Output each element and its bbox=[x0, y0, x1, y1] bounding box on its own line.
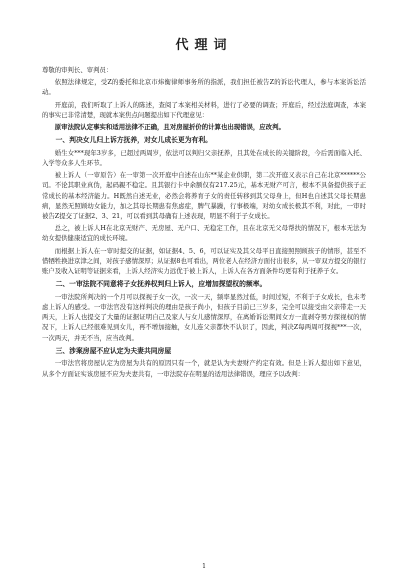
section-heading: 二、一审法院不同意将子女抚养权判归上诉人，应增加探望权的频率。 bbox=[55, 280, 267, 289]
body-paragraph: 原审法院认定事实和适用法律不正确，且对房屋折价的计算也出现错误，应改判。 bbox=[54, 123, 285, 132]
section-heading: 三、涉案房屋不应认定为夫妻共同房屋 bbox=[55, 346, 172, 355]
body-paragraph: 被上诉人（一审原告）在一审第一次开庭中自述在山东**某企业供职，第二次开庭又表示自己在北京******公司。不论其职业真伪，起码親不稳定。且其银行卡中余额仅有217.25元，基本无财产可言，根本不具备提供孩子正常成长的基本经济能力。H既然自述无业，必然会将养育子女的责任转移到其父母身上，但H也自述其父母长期患病，显然无照顾幼女能力，加之其母长期患有焦虑症，脾气暴躁，行事极端，对幼女成长极其不利，对此，一审时被告Z提交了证据2、3、21，可以看到其母确有上述表现，明显不利于子女成长。 bbox=[42, 171, 366, 221]
salutation: 尊敬的审判长、审判员： bbox=[42, 66, 113, 74]
body-paragraph: 一审法院所判决的一个月可以探视子女一次，一次一天，频率显然过低，时间过短，不利于子女成长，也未考虑上诉人的感受。一审法官没有这样判决的理由是孩子尚小，但孩子目前已三岁多，完全可以接受由父亲带走一天两天，上诉人也提交了大量的证据证明自己及家人与女儿感情深厚，在离婚诉讼期间女方一直剥夺男方探视权的情况下，上诉人已经很难见到女儿，再不增加接触，女儿连父亲都快不认识了，因此，判决Z每两周可探视***一次，一次两天，并无不当，应当改判。 bbox=[42, 292, 366, 342]
body-paragraph: 婚生女***现年3岁多，已超过两周岁，依法可以判归父亲抚养，且其处在成长的关键阶段，今后需面临入托、入学等众多人生环节。 bbox=[42, 148, 366, 168]
body-paragraph: 一审法官将房屋认定为房屋为共有的原因只有一个，就是认为夫妻财产约定有效。但是上诉人提出如下意见，从多个方面证实该房屋不应为夫妻共有，一审法院存在明显的适用法律错误，理应予以改判： bbox=[42, 359, 366, 378]
body-paragraph: 而根据上诉人在一审时提交的证据，如证据4、5、6，可以证实及其父母平日直接照照顾孩子的情形，甚至不惜牺牲换进京津之间，对孩子感情深厚；从证据8也可看出，两位老人在经济方面付出很多，从一审双方提交的银行账户及收入证明等证据来看，上诉人经济实力远优于被上诉人，上诉人在各方面条件均更有利于抚养子女。 bbox=[42, 246, 366, 276]
page-number: 1 bbox=[202, 563, 206, 570]
body-paragraph: 总之，被上诉人H在北京无财产、无房屋、无户口、无稳定工作，且在北京无父母帮扶的情况下，根本无法为幼女提供健康适宜的成长环境。 bbox=[42, 224, 366, 243]
document-title: 代理词 bbox=[175, 38, 233, 53]
body-paragraph: 开庭前，我们听取了上诉人的陈述，查阅了本案相关材料，进行了必要的调查；开庭后，经过法庭调查，本案的事实已非常清楚，现就本案焦点问题提出如下代理意见： bbox=[42, 100, 366, 119]
section-heading: 一、判决女儿归上诉方抚养，对女儿成长更为有利。 bbox=[55, 136, 212, 145]
body-paragraph: 依照法律规定，受Z的委托和北京市炜衡律师事务所的指派，我们担任被告Z的诉讼代理人，参与本案诉讼活动。 bbox=[42, 78, 366, 97]
document-body bbox=[42, 77, 366, 379]
